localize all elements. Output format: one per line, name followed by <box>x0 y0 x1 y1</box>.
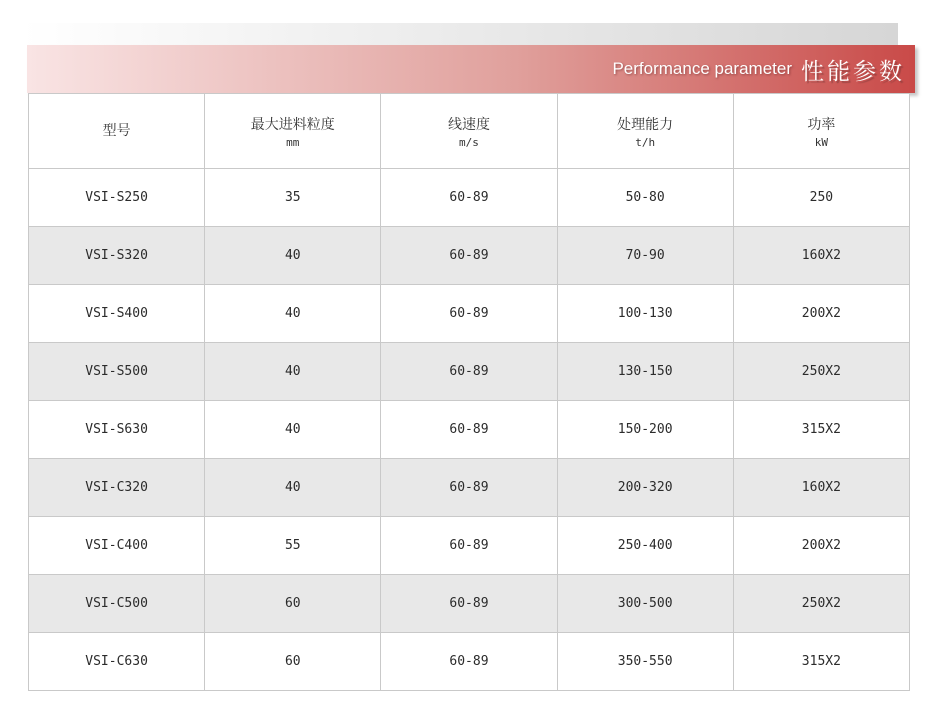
column-header-line-speed <box>381 94 557 169</box>
value-cell: 250 <box>733 169 909 227</box>
value-cell: 40 <box>205 459 381 517</box>
banner-title-en: Performance parameter <box>612 59 792 78</box>
table-row <box>29 343 910 401</box>
value-cell: 60-89 <box>381 401 557 459</box>
table-header <box>29 94 910 169</box>
value-cell: 130-150 <box>557 343 733 401</box>
model-cell: VSI-C630 <box>29 633 205 691</box>
model-cell: VSI-S250 <box>29 169 205 227</box>
table-row <box>29 633 910 691</box>
table-row <box>29 517 910 575</box>
column-header-capacity <box>557 94 733 169</box>
value-cell: 60-89 <box>381 343 557 401</box>
column-unit: m/s <box>459 135 479 149</box>
column-label: 处理能力 <box>617 116 674 133</box>
value-cell: 250X2 <box>733 343 909 401</box>
column-label: 线速度 <box>447 116 490 133</box>
model-cell: VSI-S400 <box>29 285 205 343</box>
value-cell: 60-89 <box>381 575 557 633</box>
value-cell: 315X2 <box>733 401 909 459</box>
model-cell: VSI-S630 <box>29 401 205 459</box>
value-cell: 350-550 <box>557 633 733 691</box>
column-unit: t/h <box>635 135 656 149</box>
value-cell: 60-89 <box>381 633 557 691</box>
column-label: 功率 <box>807 116 836 133</box>
table-row <box>29 575 910 633</box>
value-cell: 40 <box>205 343 381 401</box>
value-cell: 300-500 <box>557 575 733 633</box>
value-cell: 60-89 <box>381 285 557 343</box>
table-row <box>29 227 910 285</box>
table-row <box>29 169 910 227</box>
table-row <box>29 285 910 343</box>
value-cell: 60 <box>205 575 381 633</box>
top-gradient-strip <box>22 23 898 45</box>
value-cell: 200X2 <box>733 517 909 575</box>
model-cell: VSI-S320 <box>29 227 205 285</box>
value-cell: 160X2 <box>733 459 909 517</box>
value-cell: 40 <box>205 227 381 285</box>
value-cell: 250X2 <box>733 575 909 633</box>
value-cell: 60-89 <box>381 517 557 575</box>
value-cell: 70-90 <box>557 227 733 285</box>
value-cell: 60-89 <box>381 227 557 285</box>
value-cell: 60-89 <box>381 169 557 227</box>
model-cell: VSI-C500 <box>29 575 205 633</box>
value-cell: 40 <box>205 401 381 459</box>
value-cell: 160X2 <box>733 227 909 285</box>
column-header-model <box>29 94 205 169</box>
table-body <box>29 169 910 691</box>
banner-title-zh: 性能参数 <box>801 58 905 85</box>
column-label: 最大进料粒度 <box>250 116 335 133</box>
value-cell: 150-200 <box>557 401 733 459</box>
column-label: 型号 <box>102 123 131 139</box>
column-unit: kW <box>814 135 828 149</box>
value-cell: 200-320 <box>557 459 733 517</box>
value-cell: 315X2 <box>733 633 909 691</box>
value-cell: 50-80 <box>557 169 733 227</box>
value-cell: 35 <box>205 169 381 227</box>
header-row <box>29 94 910 169</box>
value-cell: 200X2 <box>733 285 909 343</box>
table-row <box>29 401 910 459</box>
column-header-max-feed-size <box>205 94 381 169</box>
value-cell: 40 <box>205 285 381 343</box>
value-cell: 250-400 <box>557 517 733 575</box>
value-cell: 55 <box>205 517 381 575</box>
table-row <box>29 459 910 517</box>
model-cell: VSI-C320 <box>29 459 205 517</box>
column-unit: mm <box>286 135 300 149</box>
value-cell: 60 <box>205 633 381 691</box>
model-cell: VSI-C400 <box>29 517 205 575</box>
performance-banner <box>27 45 915 93</box>
model-cell: VSI-S500 <box>29 343 205 401</box>
performance-table <box>28 93 910 691</box>
value-cell: 100-130 <box>557 285 733 343</box>
column-header-power <box>733 94 909 169</box>
value-cell: 60-89 <box>381 459 557 517</box>
